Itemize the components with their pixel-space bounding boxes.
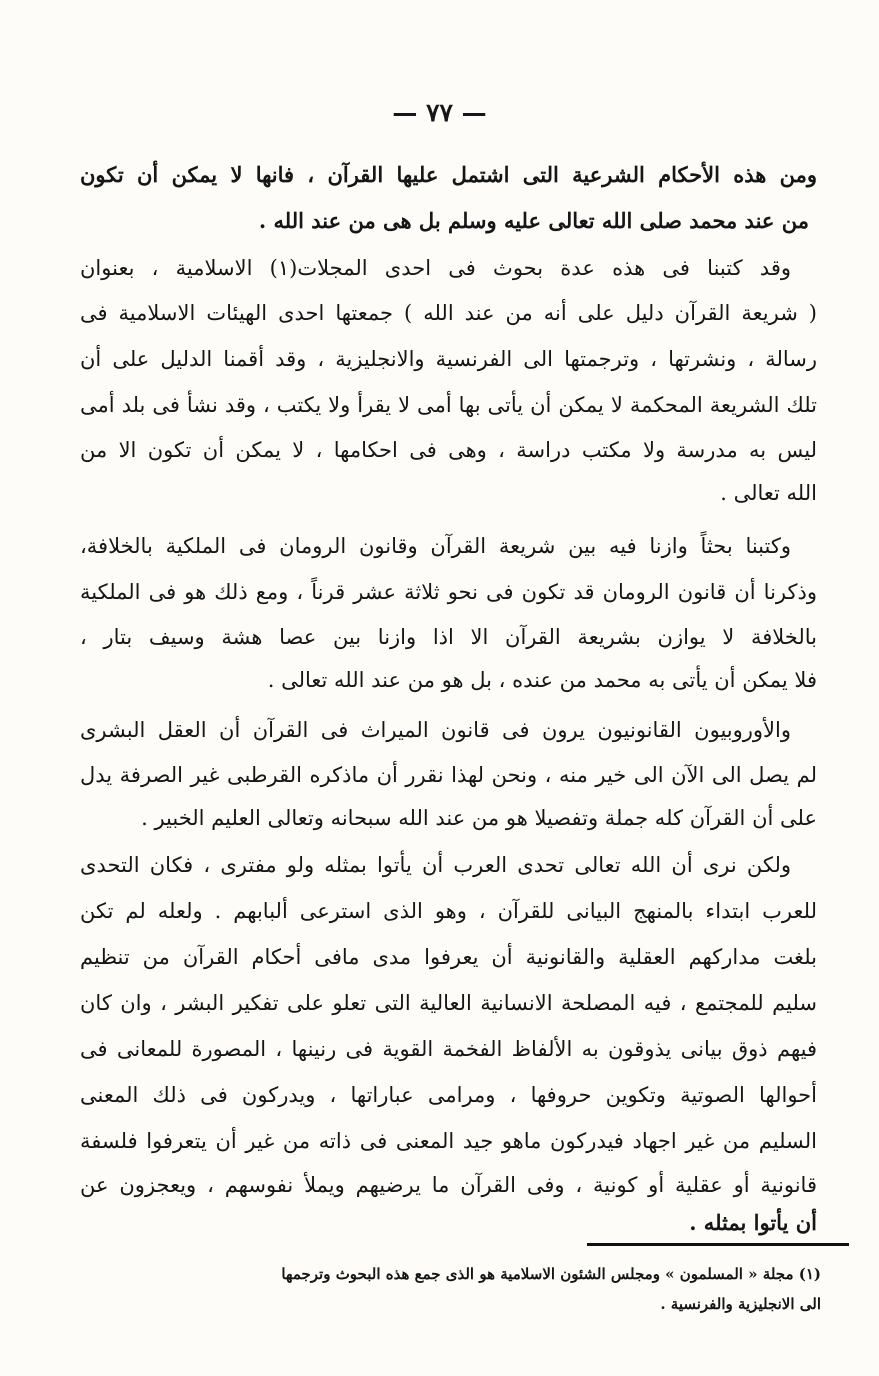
text-line: فيهم ذوق بيانى يذوقون به الألفاظ الفخمة القوية فى رنينها ، المصورة للمعانى فى xyxy=(80,1037,817,1061)
text-line: بلغت مداركهم العقلية والقانونية أن يعرفوا مدى مافى أحكام القرآن من تنظيم xyxy=(80,945,817,969)
text-line: للعرب ابتداء بالمنهج البيانى للقرآن ، وهو الذى استرعى ألبابهم . ولعله لم تكن xyxy=(80,899,817,923)
text-line: ومن هذه الأحكام الشرعية التى اشتمل عليها القرآن ، فانها لا يمكن أن تكون xyxy=(80,162,817,187)
text-line: من عند محمد صلى الله تعالى عليه وسلم بل هى من عند الله . xyxy=(258,208,809,233)
footnote-divider xyxy=(587,1243,849,1246)
text-line: قانونية أو عقلية أو كونية ، وفى القرآن ما يرضيهم ويملأ نفوسهم ، ويعجزون عن xyxy=(80,1173,817,1197)
text-line: والأوروبيون القانونيون يرون فى قانون الميراث فى القرآن أن العقل البشرى xyxy=(80,718,791,742)
text-line: وقد كتبنا فى هذه عدة بحوث فى احدى المجلات(١) الاسلامية ، بعنوان xyxy=(80,256,792,280)
text-line: رسالة ، ونشرتها ، وترجمتها الى الفرنسية والانجليزية ، وقد أقمنا الدليل على أن xyxy=(80,347,817,371)
text-line: بالخلافة لا يوازن بشريعة القرآن الا اذا وازنا بين عصا هشة وسيف بتار ، xyxy=(80,625,817,649)
text-line: سليم للمجتمع ، فيه المصلحة الانسانية العالية التى تعلو على تفكير البشر ، وان كان xyxy=(80,991,817,1015)
text-line: فلا يمكن أن يأتى به محمد من عنده ، بل هو من عند الله تعالى . xyxy=(267,668,817,692)
text-line: لم يصل الى الآن الى خير منه ، ونحن لهذا نقرر أن ماذكره القرطبى غير الصرفة يدل xyxy=(80,763,817,787)
text-line: أحوالها الصوتية وتكوين حروفها ، ومرامى عباراتها ، ويدركون فى ذلك المعنى xyxy=(80,1083,817,1107)
footnote-line: (١) مجلة « المسلمون » ومجلس الشئون الاسلامية هو الذى جمع هذه البحوث وترجمها xyxy=(281,1265,821,1283)
text-line: وكتبنا بحثاً وازنا فيه بين شريعة القرآن وقانون الرومان فى الملكية بالخلافة، xyxy=(80,534,791,558)
footnote-line: الى الانجليزية والفرنسية . xyxy=(660,1295,821,1313)
text-line: ولكن نرى أن الله تعالى تحدى العرب أن يأتوا بمثله ولو مفترى ، فكان التحدى xyxy=(80,853,791,877)
text-line: السليم من غير اجهاد فيدركون ماهو جيد المعنى فى ذاته من غير أن يتعرفوا فلسفة xyxy=(80,1129,817,1153)
text-line: أن يأتوا بمثله . xyxy=(689,1210,817,1235)
text-line: تلك الشريعة المحكمة لا يمكن أن يأتى بها أمى لا يقرأ ولا يكتب ، وقد نشأ فى بلد أمى xyxy=(80,393,817,417)
page-number: — ٧٧ — xyxy=(392,98,487,127)
text-line: الله تعالى . xyxy=(720,481,817,505)
text-line: وذكرنا أن قانون الرومان قد تكون فى نحو ثلاثة عشر قرناً ، ومع ذلك هو فى الملكية xyxy=(80,580,817,604)
text-line: على أن القرآن كله جملة وتفصيلا هو من عند الله سبحانه وتعالى العليم الخبير . xyxy=(141,806,817,830)
text-line: ( شريعة القرآن دليل على أنه من عند الله ) جمعتها احدى الهيئات الاسلامية فى xyxy=(80,301,817,325)
text-line: ليس به مدرسة ولا مكتب دراسة ، وهى فى احكامها ، لا يمكن أن تكون الا من xyxy=(80,438,817,462)
